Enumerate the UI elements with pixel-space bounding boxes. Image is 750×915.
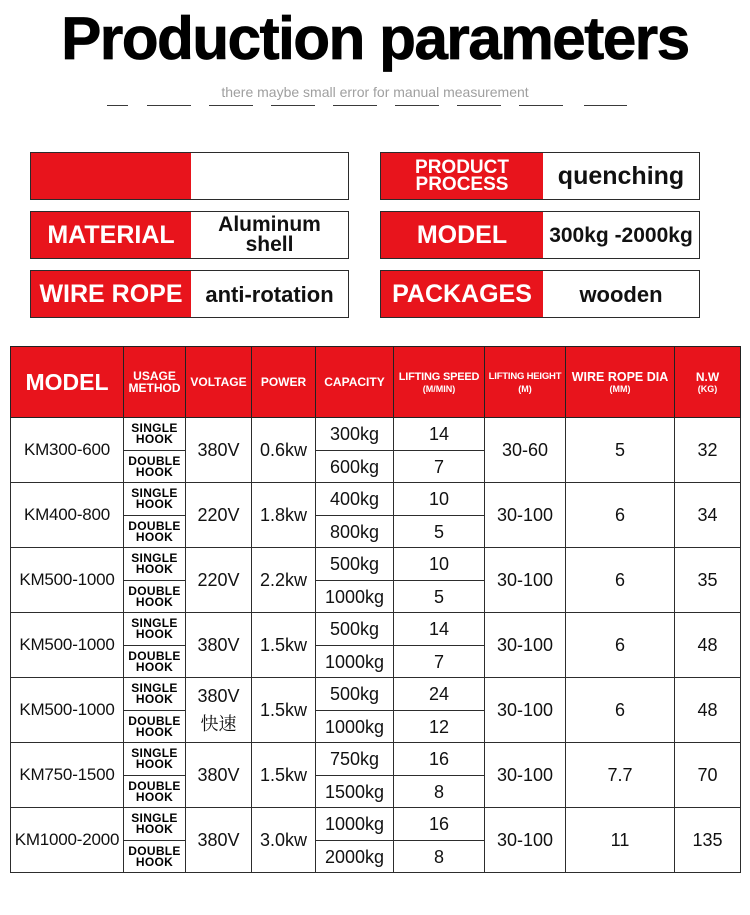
- usage-single-hook-cell: SINGLE HOOK: [124, 418, 186, 451]
- spec-box-blank: [30, 152, 349, 200]
- voltage-cell: 380V: [186, 418, 252, 483]
- usage-double-hook-cell: DOUBLE HOOK: [124, 776, 186, 808]
- spec-value-text: 300kg -2000kg: [549, 223, 693, 247]
- header-lifting-speed: [394, 347, 485, 418]
- power-cell: 0.6kw: [252, 418, 316, 483]
- wire-rope-dia-cell: 6: [566, 678, 675, 743]
- table-row: [11, 418, 741, 451]
- voltage-cell: 380V: [186, 808, 252, 873]
- capacity-single-cell: 500kg: [316, 613, 394, 646]
- header-usage-method: [124, 347, 186, 418]
- lifting-height-cell: 30-100: [485, 613, 566, 678]
- power-cell: 1.5kw: [252, 613, 316, 678]
- model-cell: KM500-1000: [11, 678, 124, 743]
- voltage-value: 380V: [197, 686, 240, 706]
- power-cell: 2.2kw: [252, 548, 316, 613]
- usage-single-hook-cell: SINGLE HOOK: [124, 808, 186, 841]
- divider-dash: [584, 105, 627, 106]
- table-header-row: [11, 347, 741, 418]
- divider-dash: [333, 105, 377, 106]
- net-weight-cell: 48: [675, 613, 741, 678]
- usage-single-hook-cell: SINGLE HOOK: [124, 613, 186, 646]
- speed-single-cell: 14: [394, 613, 485, 646]
- power-cell: 1.5kw: [252, 743, 316, 808]
- header-model: [11, 347, 124, 418]
- spec-label-text: MATERIAL: [47, 220, 175, 249]
- header-label: WIRE ROPE DIA: [571, 369, 669, 384]
- model-cell: KM500-1000: [11, 548, 124, 613]
- spec-label-wire-rope: [31, 271, 191, 317]
- speed-single-cell: 14: [394, 418, 485, 451]
- model-cell: KM750-1500: [11, 743, 124, 808]
- lifting-height-cell: 30-100: [485, 808, 566, 873]
- spec-value-text: anti-rotation: [205, 281, 334, 307]
- wire-rope-dia-cell: 6: [566, 483, 675, 548]
- model-cell: KM1000-2000: [11, 808, 124, 873]
- header-unit: (M/MIN): [422, 383, 456, 394]
- page-title: Production parameters: [61, 5, 689, 72]
- spec-value-wire-rope: [191, 271, 348, 317]
- divider-dash: [107, 105, 128, 106]
- page-subtitle: there maybe small error for manual measurement: [221, 84, 529, 100]
- usage-double-hook-cell: DOUBLE HOOK: [124, 841, 186, 873]
- header-label: N.W: [695, 369, 720, 384]
- header-voltage: [186, 347, 252, 418]
- spec-value-text: wooden: [579, 281, 663, 307]
- lifting-height-cell: 30-100: [485, 743, 566, 808]
- net-weight-cell: 135: [675, 808, 741, 873]
- voltage-cell: 220V: [186, 548, 252, 613]
- capacity-double-cell: 1000kg: [316, 646, 394, 678]
- net-weight-cell: 48: [675, 678, 741, 743]
- net-weight-cell: 70: [675, 743, 741, 808]
- spec-label-model: [381, 212, 543, 258]
- wire-rope-dia-cell: 6: [566, 548, 675, 613]
- table-row: [11, 678, 741, 711]
- speed-double-cell: 12: [394, 711, 485, 743]
- wire-rope-dia-cell: 6: [566, 613, 675, 678]
- usage-single-hook-cell: SINGLE HOOK: [124, 483, 186, 516]
- divider-dash: [209, 105, 253, 106]
- divider-dash: [457, 105, 501, 106]
- capacity-single-cell: 300kg: [316, 418, 394, 451]
- spec-value-text: quenching: [557, 161, 685, 190]
- spec-box-material: [30, 211, 349, 259]
- spec-label-product-process: [381, 153, 543, 199]
- speed-double-cell: 5: [394, 581, 485, 613]
- net-weight-cell: 35: [675, 548, 741, 613]
- spec-box-model: [380, 211, 700, 259]
- lifting-height-cell: 30-60: [485, 418, 566, 483]
- capacity-double-cell: 1000kg: [316, 581, 394, 613]
- wire-rope-dia-cell: 11: [566, 808, 675, 873]
- header-unit: (M): [518, 383, 532, 394]
- usage-double-hook-cell: DOUBLE HOOK: [124, 581, 186, 613]
- capacity-single-cell: 1000kg: [316, 808, 394, 841]
- spec-value-material: [191, 212, 348, 258]
- header-unit: (KG): [697, 383, 718, 394]
- spec-box-wire-rope: [30, 270, 349, 318]
- header-label: USAGE METHOD: [128, 369, 181, 395]
- capacity-single-cell: 500kg: [316, 548, 394, 581]
- spec-value-packages: [543, 271, 699, 317]
- divider-dash: [395, 105, 439, 106]
- speed-single-cell: 10: [394, 483, 485, 516]
- lifting-height-cell: 30-100: [485, 483, 566, 548]
- power-cell: 1.8kw: [252, 483, 316, 548]
- speed-single-cell: 16: [394, 808, 485, 841]
- usage-single-hook-cell: SINGLE HOOK: [124, 743, 186, 776]
- voltage-note: 快速: [200, 714, 237, 734]
- speed-double-cell: 7: [394, 451, 485, 483]
- capacity-double-cell: 800kg: [316, 516, 394, 548]
- header-label: POWER: [260, 375, 307, 389]
- spec-box-packages: [380, 270, 700, 318]
- lifting-height-cell: 30-100: [485, 678, 566, 743]
- speed-double-cell: 8: [394, 776, 485, 808]
- header-unit: (MM): [609, 383, 631, 394]
- voltage-cell: [186, 678, 252, 743]
- spec-label-blank: [31, 153, 191, 199]
- spec-label-text: PRODUCT PROCESS: [415, 157, 509, 195]
- table-row: [11, 613, 741, 646]
- speed-single-cell: 16: [394, 743, 485, 776]
- usage-double-hook-cell: DOUBLE HOOK: [124, 646, 186, 678]
- model-cell: KM300-600: [11, 418, 124, 483]
- capacity-double-cell: 600kg: [316, 451, 394, 483]
- header-wire-rope-dia: [566, 347, 675, 418]
- usage-single-hook-cell: SINGLE HOOK: [124, 548, 186, 581]
- spec-label-packages: [381, 271, 543, 317]
- net-weight-cell: 32: [675, 418, 741, 483]
- capacity-single-cell: 500kg: [316, 678, 394, 711]
- header-lifting-height: [485, 347, 566, 418]
- divider-dash: [271, 105, 315, 106]
- wire-rope-dia-cell: 5: [566, 418, 675, 483]
- spec-value-product-process: [543, 153, 699, 199]
- speed-single-cell: 24: [394, 678, 485, 711]
- net-weight-cell: 34: [675, 483, 741, 548]
- table-row: [11, 743, 741, 776]
- usage-double-hook-cell: DOUBLE HOOK: [124, 516, 186, 548]
- header-label: VOLTAGE: [190, 375, 247, 389]
- spec-label-text: PACKAGES: [392, 279, 532, 308]
- voltage-cell: 380V: [186, 743, 252, 808]
- header-power: [252, 347, 316, 418]
- spec-value-text: Aluminum shell: [218, 213, 321, 256]
- usage-double-hook-cell: DOUBLE HOOK: [124, 711, 186, 743]
- capacity-single-cell: 750kg: [316, 743, 394, 776]
- speed-double-cell: 5: [394, 516, 485, 548]
- model-cell: KM400-800: [11, 483, 124, 548]
- header-label: LIFTING SPEED: [398, 370, 480, 383]
- usage-double-hook-cell: DOUBLE HOOK: [124, 451, 186, 483]
- table-row: [11, 808, 741, 841]
- spec-label-text: WIRE ROPE: [39, 279, 183, 308]
- divider-dash: [519, 105, 563, 106]
- header-label: MODEL: [25, 369, 109, 395]
- header-capacity: [316, 347, 394, 418]
- spec-label-text: MODEL: [416, 220, 508, 249]
- spec-box-product-process: [380, 152, 700, 200]
- power-cell: 1.5kw: [252, 678, 316, 743]
- speed-single-cell: 10: [394, 548, 485, 581]
- header-label: LIFTING HEIGHT: [488, 370, 562, 382]
- usage-single-hook-cell: SINGLE HOOK: [124, 678, 186, 711]
- speed-double-cell: 8: [394, 841, 485, 873]
- spec-value-model: [543, 212, 699, 258]
- table-row: [11, 483, 741, 516]
- voltage-cell: 220V: [186, 483, 252, 548]
- divider-dash: [147, 105, 191, 106]
- header-net-weight: [675, 347, 741, 418]
- capacity-double-cell: 1500kg: [316, 776, 394, 808]
- capacity-single-cell: 400kg: [316, 483, 394, 516]
- spec-value-blank: [191, 153, 348, 199]
- parameters-table: [10, 346, 741, 873]
- capacity-double-cell: 1000kg: [316, 711, 394, 743]
- speed-double-cell: 7: [394, 646, 485, 678]
- capacity-double-cell: 2000kg: [316, 841, 394, 873]
- spec-label-material: [31, 212, 191, 258]
- wire-rope-dia-cell: 7.7: [566, 743, 675, 808]
- lifting-height-cell: 30-100: [485, 548, 566, 613]
- header-label: CAPACITY: [324, 375, 385, 389]
- table-row: [11, 548, 741, 581]
- power-cell: 3.0kw: [252, 808, 316, 873]
- voltage-cell: 380V: [186, 613, 252, 678]
- model-cell: KM500-1000: [11, 613, 124, 678]
